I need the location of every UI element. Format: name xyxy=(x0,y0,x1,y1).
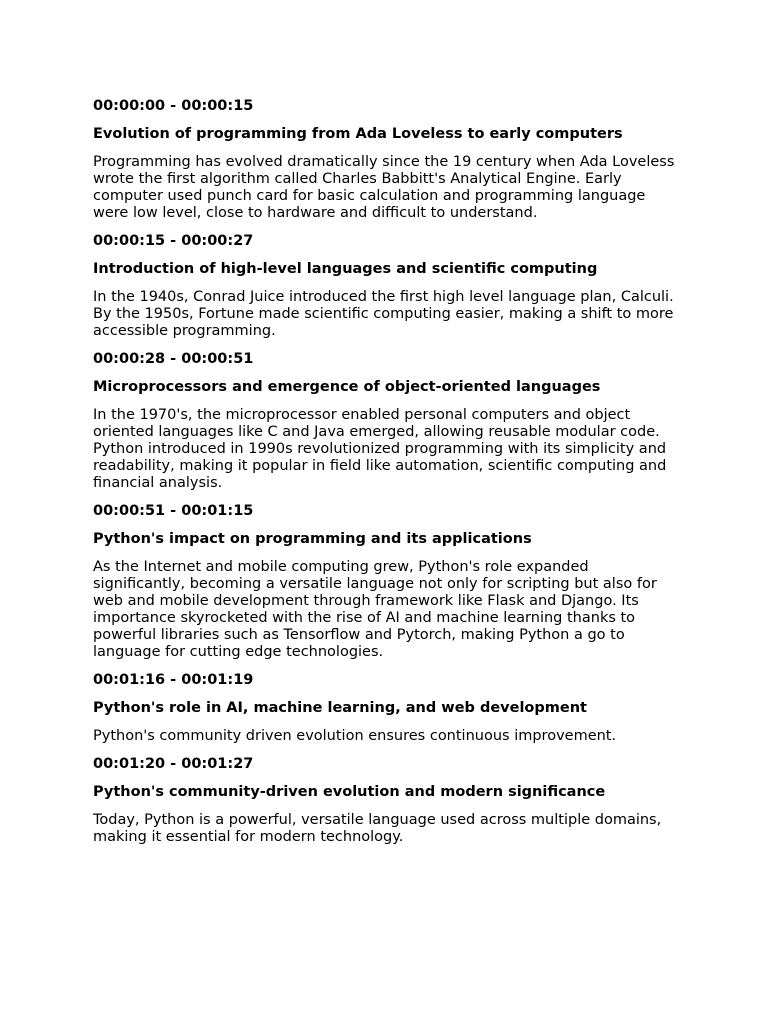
section-timestamp: 00:00:28 - 00:00:51 xyxy=(93,351,254,367)
section-timestamp: 00:00:15 - 00:00:27 xyxy=(93,233,254,249)
section-body: In the 1940s, Conrad Juice introduced the first high level language plan, Calculi. By the 1950s, Fortune made scientific computing easier, making a shift to more accessible programming. xyxy=(93,289,674,339)
transcript-section xyxy=(93,672,683,745)
section-body: As the Internet and mobile computing grew, Python's role expanded significantly, becoming a versatile language not only for scripting but also for web and mobile development through framework like Flask and Django. Its importance skyrocketed with the rise of AI and machine learning thanks to powerful libraries such as Tensorflow and Pytorch, making Python a go to language for cutting edge technologies. xyxy=(93,559,657,660)
section-heading: Python's community-driven evolution and modern significance xyxy=(93,784,606,800)
section-timestamp: 00:01:20 - 00:01:27 xyxy=(93,756,254,772)
section-heading: Evolution of programming from Ada Loveless to early computers xyxy=(93,126,623,142)
section-heading: Microprocessors and emergence of object-oriented languages xyxy=(93,379,601,395)
section-timestamp: 00:01:16 - 00:01:19 xyxy=(93,672,254,688)
section-body: Programming has evolved dramatically since the 19 century when Ada Loveless wrote the first algorithm called Charles Babbitt's Analytical Engine. Early computer used punch card for basic calculation and programming language were low level, close to hardware and difficult to understand. xyxy=(93,154,675,221)
section-heading: Introduction of high-level languages and scientific computing xyxy=(93,261,598,277)
transcript-document xyxy=(93,98,683,857)
section-body: Python's community driven evolution ensures continuous improvement. xyxy=(93,728,617,744)
transcript-section xyxy=(93,351,683,492)
section-heading: Python's role in AI, machine learning, and web development xyxy=(93,700,587,716)
transcript-section xyxy=(93,503,683,661)
transcript-section xyxy=(93,756,683,846)
section-timestamp: 00:00:51 - 00:01:15 xyxy=(93,503,254,519)
transcript-section xyxy=(93,233,683,340)
section-heading: Python's impact on programming and its applications xyxy=(93,531,532,547)
transcript-section xyxy=(93,98,683,222)
section-timestamp: 00:00:00 - 00:00:15 xyxy=(93,98,254,114)
section-body: In the 1970's, the microprocessor enabled personal computers and object oriented languages like C and Java emerged, allowing reusable modular code. Python introduced in 1990s revolutionized programming with its simplicity and readability, making it popular in field like automation, scientific computing and financial analysis. xyxy=(93,407,667,491)
section-body: Today, Python is a powerful, versatile language used across multiple domains, making it essential for modern technology. xyxy=(93,812,662,845)
